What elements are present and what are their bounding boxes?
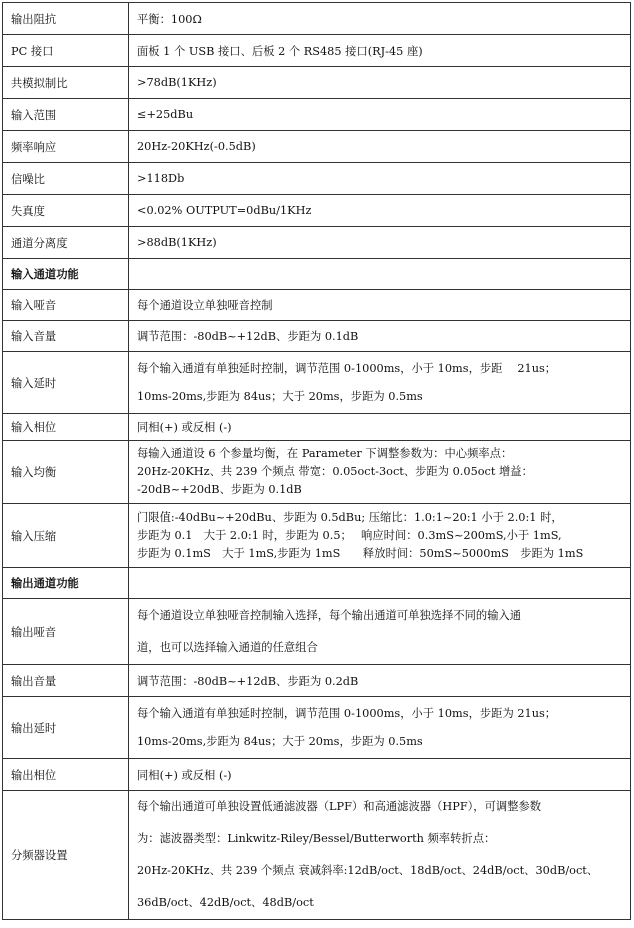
row-value [129,352,631,414]
row-label: 输入延时 [3,352,129,414]
table-row [3,352,631,414]
row-value [129,697,631,759]
row-label: 输入范围 [3,99,129,131]
row-value [129,195,631,227]
value-line: 每个通道设立单独哑音控制 [137,299,273,312]
value-line: 20Hz-20KHz(-0.5dB) [137,140,256,153]
row-label: 输出阻抗 [3,3,129,35]
row-value [129,290,631,321]
table-row [3,414,631,441]
table-row [3,791,631,920]
row-value [129,504,631,568]
value-line: 每个输入通道有单独延时控制，调节范围 0-1000ms，小于 10ms，步距 21us； [137,361,557,375]
value-line: ≤+25dBu [137,108,194,121]
row-label: 共模拟制比 [3,67,129,99]
value-line: 同相(+) 或反相 (-) [137,768,232,782]
value-line: 10ms-20ms,步距为 84us；大于 20ms，步距为 0.5ms [137,389,423,403]
row-value [129,441,631,504]
row-label: 信噪比 [3,163,129,195]
table-row [3,321,631,352]
value-line: >118Db [137,172,185,185]
table-row [3,504,631,568]
section-row [3,568,631,599]
row-value [129,99,631,131]
value-line: <0.02% OUTPUT=0dBu/1KHz [137,204,312,217]
row-value [129,791,631,920]
row-label: 通道分离度 [3,227,129,259]
section-title: 输入通道功能 [3,259,129,290]
row-label: 输入均衡 [3,441,129,504]
value-line: >78dB(1KHz) [137,76,217,89]
value-line: 10ms-20ms,步距为 84us；大于 20ms，步距为 0.5ms [137,734,423,748]
row-label: 分频器设置 [3,791,129,920]
row-label: 输出音量 [3,665,129,697]
value-line: 道，也可以选择输入通道的任意组合 [137,640,318,654]
row-value [129,414,631,441]
table-row [3,227,631,259]
table-row [3,35,631,67]
value-line: 36dB/oct、42dB/oct、48dB/oct [137,896,314,909]
row-label: 频率响应 [3,131,129,163]
value-line: 每个输入通道有单独延时控制，调节范围 0-1000ms，小于 10ms，步距为 21us； [137,706,557,720]
table-row [3,441,631,504]
row-value [129,131,631,163]
table-row [3,759,631,791]
value-line: 每输入通道设 6 个参量均衡，在 Parameter 下调整参数为：中心频率点： [137,447,513,460]
value-line: 20Hz-20KHz、共 239 个频点 带宽：0.05oct-3oct、步距为 0.05oct 增益： [137,465,533,478]
value-line: 每个输出通道可单独设置低通滤波器（LPF）和高通滤波器（HPF），可调整参数 [137,800,542,813]
value-line: 门限值:-40dBu~+20dBu、步距为 0.5dBu; 压缩比：1.0:1~20:1 小于 2.0:1 时， [137,510,563,524]
table-row [3,67,631,99]
row-value [129,759,631,791]
value-line: 面板 1 个 USB 接口、后板 2 个 RS485 接口(RJ-45 座) [137,44,423,58]
value-line: 平衡：100Ω [137,12,202,26]
row-value [129,227,631,259]
table-row [3,163,631,195]
value-line: -20dB~+20dB、步距为 0.1dB [137,483,302,496]
row-value [129,35,631,67]
value-line: 每个通道设立单独哑音控制输入选择，每个输出通道可单独选择不同的输入通 [137,608,522,622]
section-row [3,259,631,290]
table-row [3,99,631,131]
table-row [3,665,631,697]
row-value [129,599,631,665]
value-line: 调节范围：-80dB~+12dB、步距为 0.1dB [137,330,359,343]
row-label: 输出延时 [3,697,129,759]
value-line: >88dB(1KHz) [137,236,217,249]
value-line: 调节范围：-80dB~+12dB、步距为 0.2dB [137,674,359,688]
section-title: 输出通道功能 [3,568,129,599]
row-label: 输出哑音 [3,599,129,665]
row-value [129,259,631,290]
row-label: 输入哑音 [3,290,129,321]
table-row [3,290,631,321]
value-line: 步距为 0.1 大于 2.0:1 时，步距为 0.5； 响应时间：0.3mS~200mS,小于 1mS, [137,528,562,542]
row-label: 失真度 [3,195,129,227]
table-row [3,697,631,759]
row-value [129,67,631,99]
table-row [3,195,631,227]
table-row [3,599,631,665]
row-value [129,665,631,697]
value-line: 同相(+) 或反相 (-) [137,421,232,434]
value-line: 步距为 0.1mS 大于 1mS,步距为 1mS 释放时间：50mS~5000mS 步距为 1mS [137,546,584,560]
row-value [129,163,631,195]
row-label: 输入压缩 [3,504,129,568]
row-value [129,568,631,599]
value-line: 20Hz-20KHz、共 239 个频点 衰减斜率:12dB/oct、18dB/oct、24dB/oct、30dB/oct、 [137,864,599,877]
row-value [129,321,631,352]
row-label: 输入音量 [3,321,129,352]
table-row [3,131,631,163]
row-label: 输出相位 [3,759,129,791]
spec-table [2,2,631,920]
row-label: 输入相位 [3,414,129,441]
value-line: 为：滤波器类型：Linkwitz-Riley/Bessel/Butterworth 频率转折点： [137,832,496,845]
row-value [129,3,631,35]
row-label: PC 接口 [3,35,129,67]
table-row [3,3,631,35]
